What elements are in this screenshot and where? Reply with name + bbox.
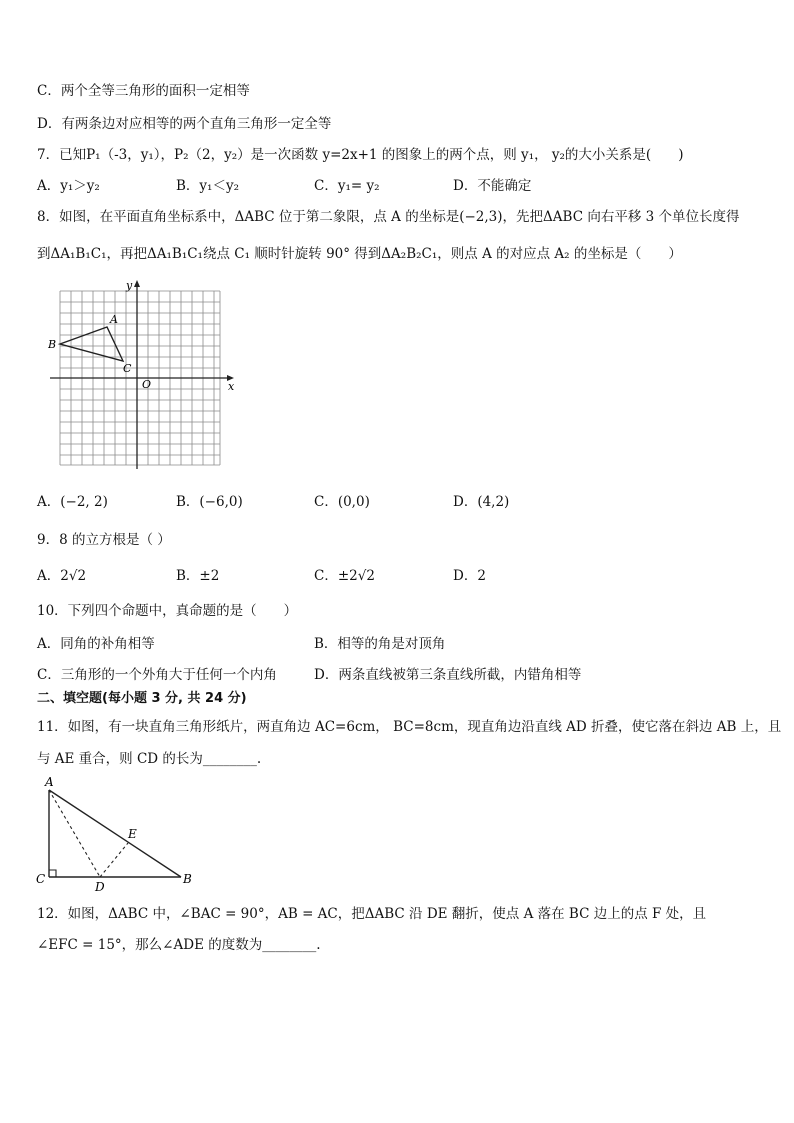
label-b: B	[48, 338, 57, 351]
q7-option-c: C．y₁= y₂	[314, 178, 380, 194]
q8-stem-line2: 到ΔA₁B₁C₁，再把ΔA₁B₁C₁绕点 C₁ 顺时针旋转 90° 得到ΔA₂B₂C₁，则点 A 的对应点 A₂ 的坐标是（ ）	[37, 246, 682, 262]
q11-triangle-figure	[33, 775, 203, 895]
section-title-fill-in: 二、填空题(每小题 3 分, 共 24 分)	[37, 691, 247, 706]
q10-stem: 10．下列四个命题中，真命题的是（ ）	[37, 603, 298, 619]
q10-option-d: D．两条直线被第三条直线所截，内错角相等	[314, 667, 582, 683]
q9-stem: 9．8 的立方根是（ ）	[37, 532, 171, 548]
q9-option-b: B．±2	[176, 568, 220, 584]
q9-option-c: C．±2√2	[314, 568, 375, 584]
q10-option-c: C．三角形的一个外角大于任何一个内角	[37, 667, 277, 683]
q11-stem-line2: 与 AE 重合，则 CD 的长为________.	[37, 751, 262, 767]
q6-option-d: D．有两条边对应相等的两个直角三角形一定全等	[37, 116, 332, 132]
q8-option-d: D．(4,2)	[453, 494, 510, 510]
q11-stem-line1: 11．如图，有一块直角三角形纸片，两直角边 AC=6cm， BC=8cm，现直角边沿直线 AD 折叠，使它落在斜边 AB 上，且	[37, 719, 782, 735]
q9-option-a: A．2√2	[37, 568, 87, 584]
q12-stem-line2: ∠EFC = 15°，那么∠ADE 的度数为________.	[37, 937, 321, 953]
label-x: x	[228, 380, 235, 393]
q7-option-a: A．y₁＞y₂	[37, 178, 100, 194]
q8-stem-line1: 8．如图，在平面直角坐标系中，ΔABC 位于第二象限，点 A 的坐标是(−2,3)，先把ΔABC 向右平移 3 个单位长度得	[37, 209, 740, 225]
q7-option-b: B．y₁＜y₂	[176, 178, 239, 194]
q7-option-d: D．不能确定	[453, 178, 532, 194]
q8-option-a: A．(−2, 2)	[37, 494, 108, 510]
label-e: E	[128, 827, 137, 841]
q9-option-d: D．2	[453, 568, 486, 584]
q8-option-b: B．(−6,0)	[176, 494, 243, 510]
label-o: O	[142, 378, 152, 391]
q8-coordinate-figure	[48, 277, 238, 472]
label-a: A	[110, 313, 118, 326]
q12-stem-line1: 12．如图，ΔABC 中，∠BAC = 90°，AB = AC，把ΔABC 沿 DE 翻折，使点 A 落在 BC 边上的点 F 处，且	[37, 906, 707, 922]
label-a: A	[45, 775, 54, 789]
q10-option-b: B．相等的角是对顶角	[314, 636, 446, 652]
label-c: C	[123, 362, 132, 375]
label-y: y	[126, 279, 133, 292]
q10-option-a: A．同角的补角相等	[37, 636, 155, 652]
q6-option-c: C．两个全等三角形的面积一定相等	[37, 83, 250, 99]
label-b: B	[183, 872, 192, 886]
label-d: D	[95, 880, 105, 894]
label-c: C	[36, 872, 46, 886]
triangle-abc	[60, 327, 123, 361]
q7-stem: 7．已知P₁（-3，y₁），P₂（2，y₂）是一次函数 y=2x+1 的图象上的两个点，则 y₁， y₂的大小关系是( )	[37, 147, 684, 163]
q8-option-c: C．(0,0)	[314, 494, 370, 510]
